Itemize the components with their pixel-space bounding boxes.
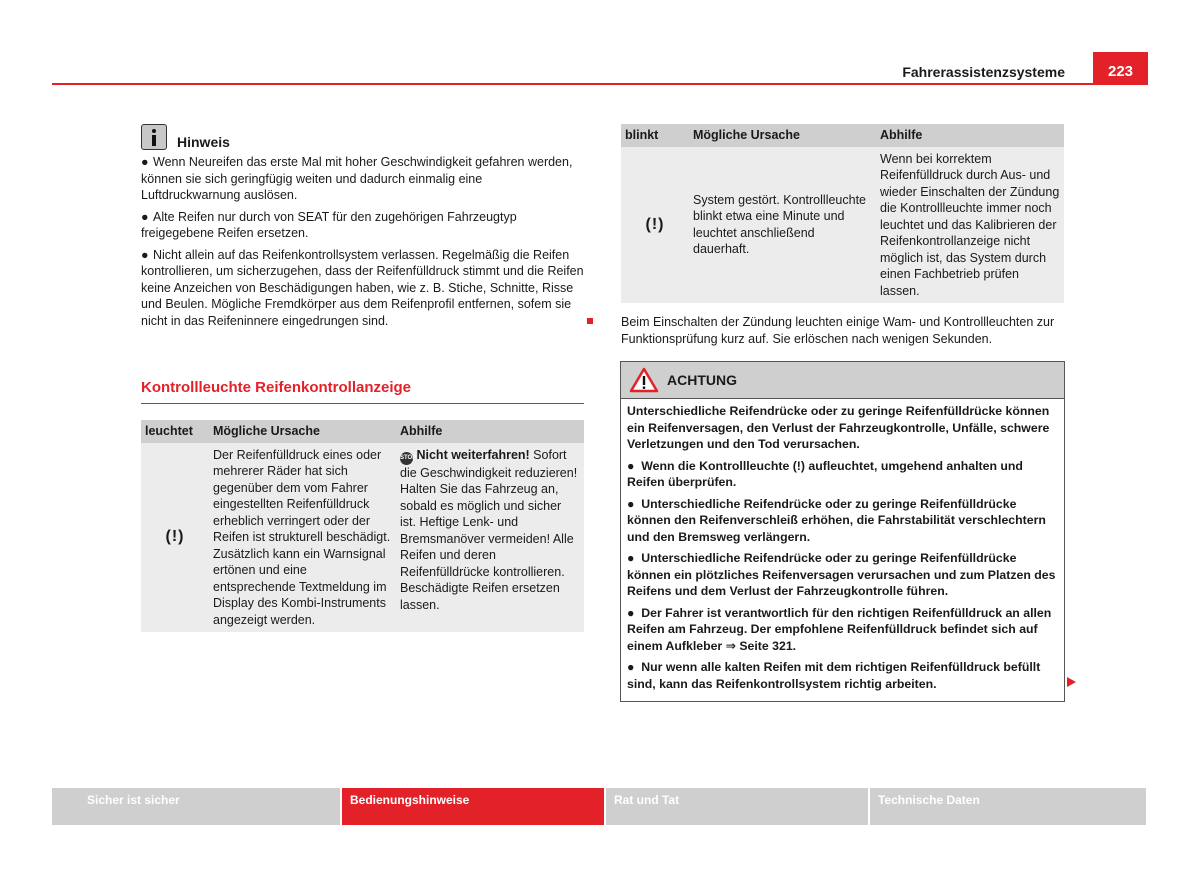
footer-tab-technische-daten[interactable]: Technische Daten xyxy=(870,788,1146,825)
warning-triangle-icon xyxy=(629,367,659,393)
warning-item: ● Unterschiedliche Reifendrücke oder zu geringe Reifenfülldrücke können ein plötzliches Reifenversagen verursachen und zum Platzen des Reifens und dem Verlust der Fahrzeugkontrolle führen. xyxy=(627,551,1056,598)
warning-header xyxy=(621,362,1064,399)
warning-title: ACHTUNG xyxy=(667,371,737,388)
page-number: 223 xyxy=(1093,52,1148,85)
bullet-icon: ● xyxy=(141,247,149,262)
info-icon xyxy=(141,124,167,150)
stop-icon: STOP xyxy=(400,452,413,465)
warning-light-table-lit xyxy=(141,420,584,632)
cause-cell: Der Reifenfülldruck eines oder mehrerer Räder hat sich gegenüber dem vom Fahrer eingestellten Reifenfülldruck erheblich verringert oder der Reifen ist strukturell beschädigt. Zusätzlich kann ein Warnsignal ertönen und eine entsprechende Textmeldung im Display des Kombi-Instruments angezeigt werden. xyxy=(209,443,396,633)
note-block xyxy=(141,124,584,334)
table-header-cell: Mögliche Ursache xyxy=(209,420,396,443)
tire-pressure-warning-icon: (!) xyxy=(645,215,665,233)
note-title: Hinweis xyxy=(177,133,230,150)
note-item: ● Nicht allein auf das Reifenkontrollsystem verlassen. Regelmäßig die Reifen kontrollieren, um sicherzugehen, dass der Reifenfülldruck stimmt und die Reifen keine Anzeichen von Beschädigungen haben, wie z. B. Stiche, Schnitte, Risse und Beulen. Mögliche Fremdkörper aus dem Reifenprofil entfernen, sofem sie nicht in das Reifeninnere eingedrungen sind. xyxy=(141,247,584,328)
body-paragraph: Beim Einschalten der Zündung leuchten einige Wam- und Kontrollleuchten zur Funktionsprüfung kurz auf. Sie erlöschen nach wenigen Sekunden. xyxy=(621,315,1055,346)
cause-cell: System gestört. Kontrollleuchte blinkt etwa eine Minute und leuchtet anschließend dauerhaft. xyxy=(689,147,876,304)
bullet-icon: ● xyxy=(627,458,642,473)
note-list xyxy=(141,154,584,329)
bullet-icon: ● xyxy=(141,209,149,224)
bullet-icon: ● xyxy=(627,551,642,565)
tpms-icon-cell xyxy=(141,443,209,633)
tpms-icon-cell xyxy=(621,147,689,304)
section-end-marker-icon xyxy=(587,318,593,324)
warning-item: ● Nur wenn alle kalten Reifen mit dem richtigen Reifenfülldruck befüllt sind, kann das Reifenkontrollsystem richtig arbeiten. xyxy=(627,660,1041,691)
section-title: Kontrollleuchte Reifenkontrollanzeige xyxy=(141,380,584,404)
table-header-cell: Abhilfe xyxy=(396,420,584,443)
table-header-row xyxy=(621,124,1064,147)
footer-nav xyxy=(52,788,1148,825)
remedy-bold: Nicht weiterfahren! xyxy=(416,447,530,462)
running-header-title: Fahrerassistenzsysteme xyxy=(902,64,1065,80)
warning-item: ● Wenn die Kontrollleuchte (!) aufleuchtet, umgehend anhalten und Reifen überprüfen. xyxy=(627,458,1023,489)
warning-item: ● Unterschiedliche Reifendrücke oder zu geringe Reifenfülldrücke können den Reifenverschleiß erhöhen, die Fahrstabilität verschlechtern und den Bremsweg verlängern. xyxy=(627,496,1046,544)
footer-tab-sicher-ist-sicher[interactable]: Sicher ist sicher xyxy=(52,788,340,825)
table-header-cell: Mögliche Ursache xyxy=(689,124,876,147)
footer-tab-rat-und-tat[interactable]: Rat und Tat xyxy=(606,788,868,825)
tire-pressure-warning-icon: (!) xyxy=(165,528,185,545)
remedy-text: Sofort die Geschwindigkeit reduzieren! Halten Sie das Fahrzeug an, sobald es möglich und sicher ist. Heftige Lenk- und Bremsmanöver vermeiden! Alle Reifen und deren Reifenfülldrücke kontrollieren. Beschädigte Reifen ersetzen lassen. xyxy=(400,447,578,612)
bullet-icon: ● xyxy=(627,605,642,620)
footer-tab-bedienungshinweise[interactable]: Bedienungshinweise xyxy=(342,788,604,825)
note-item: ● Wenn Neureifen das erste Mal mit hoher Geschwindigkeit gefahren werden, können sie sich geringfügig weiten und dadurch einmalig eine Luftdruckwarnung auslösen. xyxy=(141,155,573,202)
warning-light-table-flashing xyxy=(621,124,1064,303)
warning-intro: Unterschiedliche Reifendrücke oder zu geringe Reifenfülldrücke können ein Reifenversagen, den Verlust der Fahrzeugkontrolle, Unfälle, schwere Verletzungen und den Tod verursachen. xyxy=(627,404,1050,451)
table-row xyxy=(621,147,1064,304)
remedy-cell: Wenn bei korrektem Reifenfülldruck durch Aus- und wieder Einschalten der Zündung die Kontrollleuchte immer noch leuchtet und das Kalibrieren der Reifenkontrollanzeige nicht möglich ist, das System durch einen Fachbetrieb prüfen lassen. xyxy=(876,147,1064,304)
warning-body xyxy=(621,399,1064,701)
note-header xyxy=(141,124,584,150)
bullet-icon: ● xyxy=(627,660,642,674)
warning-item: ● Der Fahrer ist verantwortlich für den richtigen Reifenfülldruck an allen Reifen am Fahrzeug. Der empfohlene Reifenfülldruck befindet sich auf einem Aufkleber ⇒ Seite 321. xyxy=(627,605,1052,653)
warning-box xyxy=(620,361,1065,702)
table-header-cell: leuchtet xyxy=(141,420,209,443)
header-rule xyxy=(52,83,1148,85)
table-header-row xyxy=(141,420,584,443)
note-item: ● Alte Reifen nur durch von SEAT für den zugehörigen Fahrzeugtyp freigegebene Reifen ersetzen. xyxy=(141,209,517,240)
remedy-cell xyxy=(396,443,584,633)
bullet-icon: ● xyxy=(141,155,149,169)
table-header-cell: Abhilfe xyxy=(876,124,1064,147)
continue-arrow-icon xyxy=(1067,677,1076,687)
bullet-icon: ● xyxy=(627,496,642,511)
table-row xyxy=(141,443,584,633)
table-header-cell: blinkt xyxy=(621,124,689,147)
